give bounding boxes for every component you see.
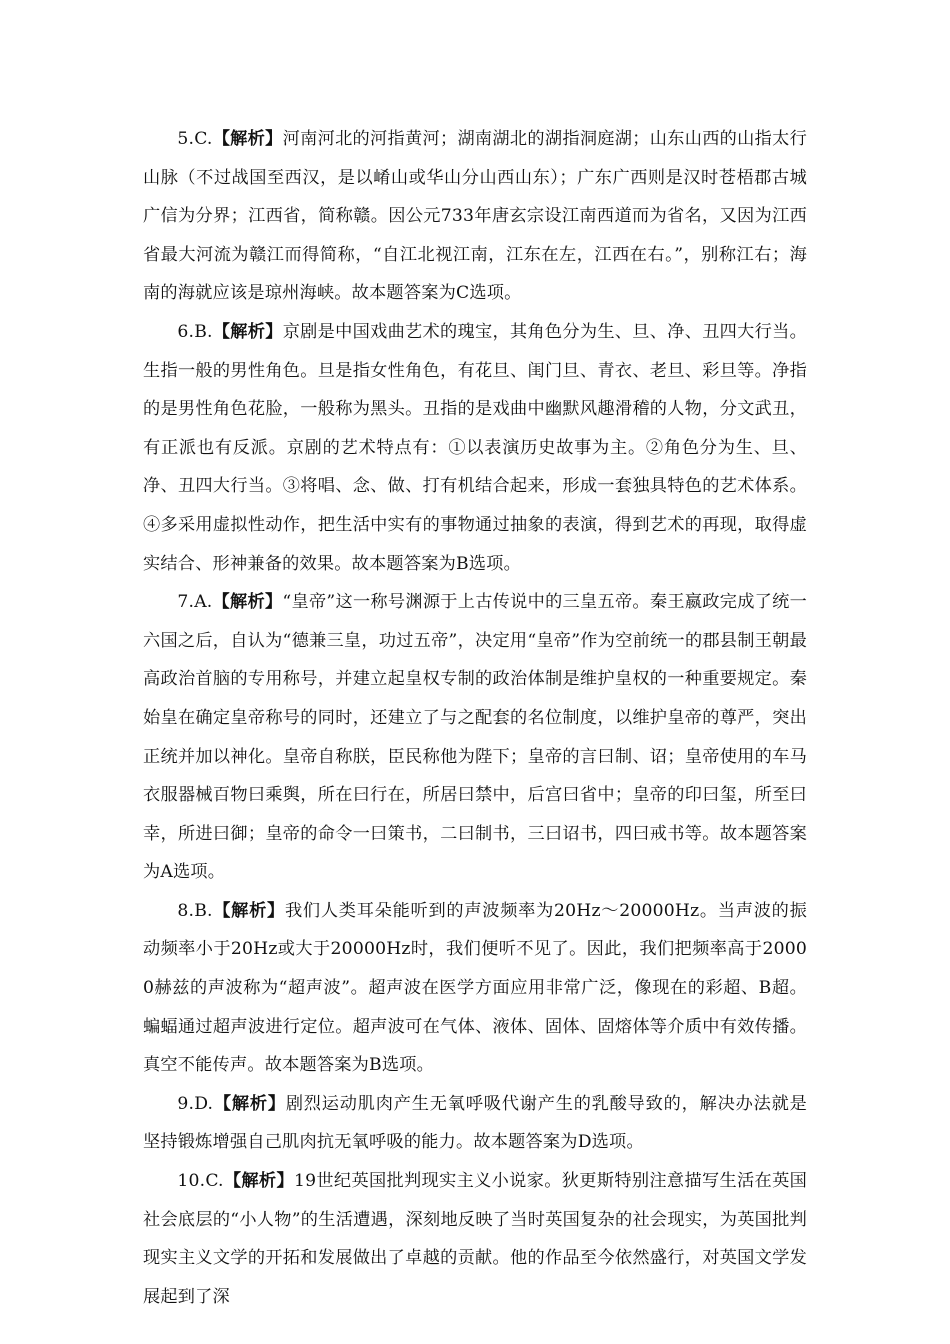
- answer-explanations: [143, 120, 807, 1316]
- answer-text: 京剧是中国戏曲艺术的瑰宝，其角色分为生、旦、净、丑四大行当。生指一般的男性角色。旦是指女性角色，有花旦、闺门旦、青衣、老旦、彩旦等。净指的是男性角色花脸，一般称为黑头。丑指的是戏曲中幽默风趣滑稽的人物，分文武丑，有正派也有反派。京剧的艺术特点有：①以表演历史故事为主。②角色分为生、旦、净、丑四大行当。③将唱、念、做、打有机结合起来，形成一套独具特色的艺术体系。④多采用虚拟性动作，把生活中实有的事物通过抽象的表演，得到艺术的再现，取得虚实结合、形神兼备的效果。故本题答案为B选项。: [143, 321, 807, 574]
- answer-item-9: [143, 1085, 807, 1162]
- analysis-tag: 【解析】: [212, 900, 285, 921]
- answer-number: 7.A.: [177, 592, 213, 613]
- answer-item-7: [143, 583, 807, 892]
- answer-text: 19世纪英国批判现实主义小说家。狄更斯特别注意描写生活在英国社会底层的“小人物”的生活遭遇，深刻地反映了当时英国复杂的社会现实，为英国批判现实主义文学的开拓和发展做出了卓越的贡献。他的作品至今依然盛行，对英国文学发展起到了深: [143, 1171, 807, 1307]
- analysis-tag: 【解析】: [212, 129, 283, 149]
- answer-text: 我们人类耳朵能听到的声波频率为20Hz～20000Hz。当声波的振动频率小于20Hz或大于20000Hz时，我们便听不见了。因此，我们把频率高于20000赫兹的声波称为“超声波”。超声波在医学方面应用非常广泛，像现在的彩超、B超。蝙蝠通过超声波进行定位。超声波可在气体、液体、固体、固熔体等介质中有效传播。真空不能传声。故本题答案为B选项。: [143, 900, 807, 1076]
- analysis-tag: 【解析】: [212, 592, 283, 613]
- answer-item-6: [143, 313, 807, 583]
- answer-number: 6.B.: [177, 321, 213, 342]
- answer-number: 5.C.: [177, 129, 213, 149]
- answer-number: 9.D.: [177, 1093, 214, 1114]
- answer-item-10: [143, 1162, 807, 1316]
- answer-item-5: [143, 120, 807, 313]
- answer-number: 8.B.: [177, 900, 213, 921]
- analysis-tag: 【解析】: [223, 1171, 294, 1192]
- analysis-tag: 【解析】: [213, 1093, 286, 1114]
- answer-text: “皇帝”这一称号渊源于上古传说中的三皇五帝。秦王嬴政完成了统一六国之后，自认为“德兼三皇，功过五帝”，决定用“皇帝”作为空前统一的郡县制王朝最高政治首脑的专用称号，并建立起皇权专制的政治体制是维护皇权的一种重要规定。秦始皇在确定皇帝称号的同时，还建立了与之配套的名位制度，以维护皇帝的尊严，突出正统并加以神化。皇帝自称朕，臣民称他为陛下；皇帝的言曰制、诏；皇帝使用的车马衣服器械百物曰乘舆，所在曰行在，所居曰禁中，后宫曰省中；皇帝的印曰玺，所至曰幸，所进曰御；皇帝的命令一曰策书，二曰制书，三曰诏书，四曰戒书等。故本题答案为A选项。: [143, 592, 807, 883]
- answer-text: 河南河北的河指黄河；湖南湖北的湖指洞庭湖；山东山西的山指太行山脉（不过战国至西汉，是以崤山或华山分山西山东）；广东广西则是汉时苍梧郡古城广信为分界；江西省，简称赣。因公元733年唐玄宗设江南西道而为省名，又因为江西省最大河流为赣江而得简称，“自江北视江南，江东在左，江西在右。”，别称江右；海南的海就应该是琼州海峡。故本题答案为C选项。: [143, 129, 807, 304]
- answer-text: 剧烈运动肌肉产生无氧呼吸代谢产生的乳酸导致的，解决办法就是 坚持锻炼增强自己肌肉抗无氧呼吸的能力。故本题答案为D选项。: [143, 1093, 807, 1153]
- answer-item-8: [143, 892, 807, 1085]
- answer-number: 10.C.: [177, 1171, 224, 1192]
- analysis-tag: 【解析】: [212, 321, 283, 342]
